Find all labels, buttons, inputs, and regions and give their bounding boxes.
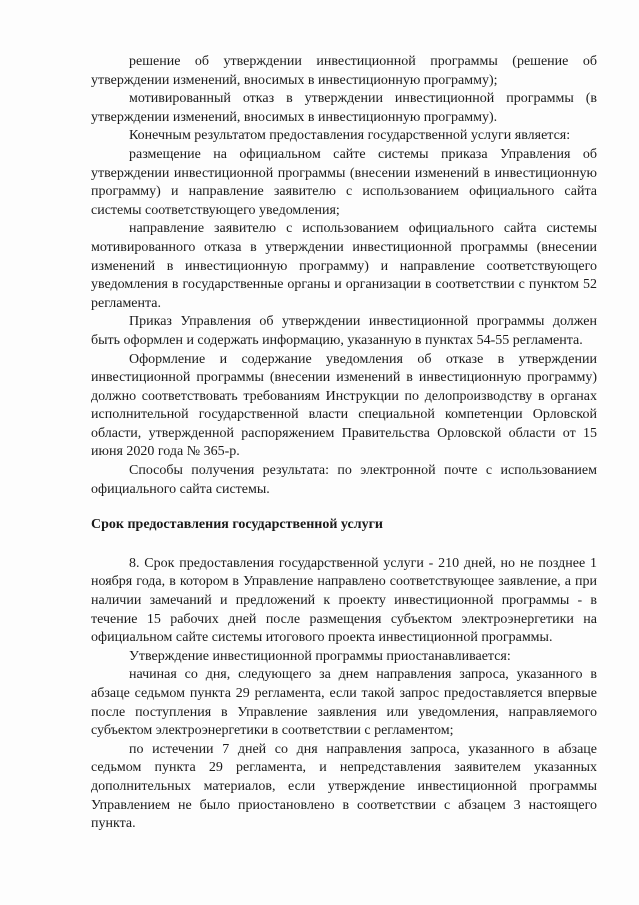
paragraph: Приказ Управления об утверждении инвестиционной программы должен быть оформлен и содержать информацию, указанную в пунктах 54-55 регламента. bbox=[91, 314, 597, 348]
paragraph: размещение на официальном сайте системы приказа Управления об утверждении инвестиционной программы (внесении изменений в инвестиционную программу) и направление заявителю с использованием официального сайта системы соответствующего уведомления; bbox=[91, 146, 597, 218]
section-heading: Срок предоставления государственной услуги bbox=[91, 517, 383, 533]
document-body bbox=[91, 53, 597, 834]
paragraph: по истечении 7 дней со дня направления запроса, указанного в абзаце седьмом пункта 29 регламента, и непредставления заявителем указанных дополнительных материалов, если утверждение инвестиционной программы Управлением не было приостановлено в соответствии с абзацем 3 настоящего пункта. bbox=[91, 741, 597, 832]
paragraph: мотивированный отказ в утверждении инвестиционной программы (в утверждении изменений, вносимых в инвестиционную программу). bbox=[91, 91, 597, 125]
paragraph: Способы получения результата: по электронной почте с использованием официального сайта системы. bbox=[91, 463, 597, 497]
paragraph: решение об утверждении инвестиционной программы (решение об утверждении изменений, вносимых в инвестиционную программу); bbox=[91, 54, 597, 88]
paragraph: 8. Срок предоставления государственной услуги - 210 дней, но не позднее 1 ноября года, в котором в Управление направлено соответствующее заявление, а при наличии замечаний и предложений к проекту инвестиционной программы - в течение 15 рабочих дней после размещения субъектом электроэнергетики на официальном сайте системы итогового проекта инвестиционной программы. bbox=[91, 555, 597, 646]
paragraph: начиная со дня, следующего за днем направления запроса, указанного в абзаце седьмом пункта 29 регламента, если такой запрос предоставляется впервые после поступления в Управление заявления или уведомления, направляемого субъектом электроэнергетики в соответствии с регламентом; bbox=[91, 667, 597, 739]
paragraph: направление заявителю с использованием официального сайта системы мотивированного отказа в утверждении инвестиционной программы (внесении изменений в инвестиционную программу) и направление соответствующего уведомления в государственные органы и организации в соответствии с пунктом 52 регламента. bbox=[91, 221, 597, 311]
paragraph: Утверждение инвестиционной программы приостанавливается: bbox=[129, 648, 511, 664]
paragraph: Конечным результатом предоставления государственной услуги является: bbox=[129, 128, 571, 144]
paragraph: Оформление и содержание уведомления об отказе в утверждении инвестиционной программы (внесении изменений в инвестиционную программу) должно соответствовать требованиям Инструкции по делопроизводству в органах исполнительной государственной власти специальной компетенции Орловской области, утвержденной распоряжением Правительства Орловской области от 15 июня 2020 года № 365-р. bbox=[91, 351, 597, 460]
